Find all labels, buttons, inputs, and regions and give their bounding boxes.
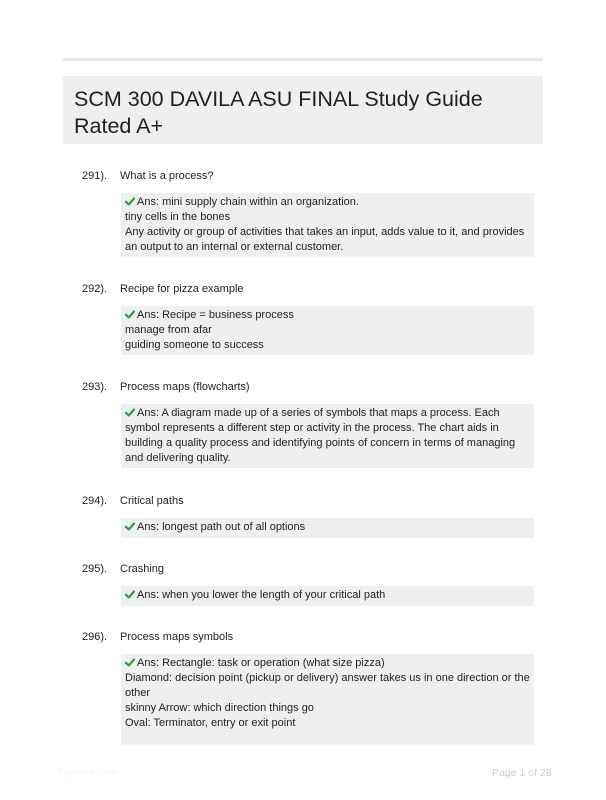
- question-number: 291).: [82, 170, 108, 182]
- answer-line: Ans: A diagram made up of a series of symbols that maps a process. Each symbol represents a different step or activity in the process. The chart aids in building a quality process and identifying points of concern in terms of managing and delivering quality.: [125, 407, 516, 464]
- footer-watermark: Paperfinic.com: [58, 767, 118, 777]
- answer-line: Ans: Rectangle: task or operation (what size pizza): [125, 656, 530, 671]
- answer-line: Ans: mini supply chain within an organization.: [125, 195, 530, 210]
- question-number: 294).: [82, 495, 108, 507]
- answer-line: Ans: when you lower the length of your critical path: [125, 588, 530, 603]
- answer-line: Any activity or group of activities that takes an input, adds value to it, and provides an output to an internal or external customer.: [125, 226, 525, 253]
- document-title: SCM 300 DAVILA ASU FINAL Study Guide Rated A+: [74, 87, 483, 138]
- answer-box: [121, 404, 534, 468]
- question-text: Process maps (flowcharts): [120, 381, 250, 393]
- question-number: 295).: [82, 563, 108, 575]
- answer-box: [121, 193, 534, 257]
- answer-line: tiny cells in the bones: [125, 211, 231, 223]
- checkmark-icon: [125, 408, 135, 417]
- question-text: Process maps symbols: [120, 631, 234, 643]
- answer-line: Ans: longest path out of all options: [125, 520, 530, 535]
- answer-line: skinny Arrow: which direction things go: [125, 702, 314, 714]
- checkmark-icon: [125, 310, 135, 319]
- answer-box: [121, 306, 534, 355]
- question-number: 292).: [82, 283, 108, 295]
- question-number: 296).: [82, 631, 108, 643]
- answer-box: [121, 586, 534, 606]
- question-number: 293).: [82, 381, 108, 393]
- answer-line: Diamond: decision point (pickup or delivery) answer takes us in one direction or the other: [125, 672, 530, 699]
- page-number: Page 1 of 28: [492, 767, 552, 779]
- checkmark-icon: [125, 197, 135, 206]
- title-banner: [63, 76, 543, 144]
- checkmark-icon: [125, 590, 135, 599]
- question-text: Critical paths: [120, 495, 184, 507]
- checkmark-icon: [125, 522, 135, 531]
- answer-line: Oval: Terminator, entry or exit point: [125, 717, 296, 729]
- question-text: Crashing: [120, 563, 165, 575]
- question-text: Recipe for pizza example: [120, 283, 244, 295]
- answer-line: guiding someone to success: [125, 339, 264, 351]
- top-divider: [63, 58, 543, 61]
- answer-line: manage from afar: [125, 324, 212, 336]
- checkmark-icon: [125, 658, 135, 667]
- answer-box: [121, 518, 534, 538]
- answer-box: [121, 654, 534, 745]
- answer-line: Ans: Recipe = business process: [125, 308, 530, 323]
- question-text: What is a process?: [120, 170, 214, 182]
